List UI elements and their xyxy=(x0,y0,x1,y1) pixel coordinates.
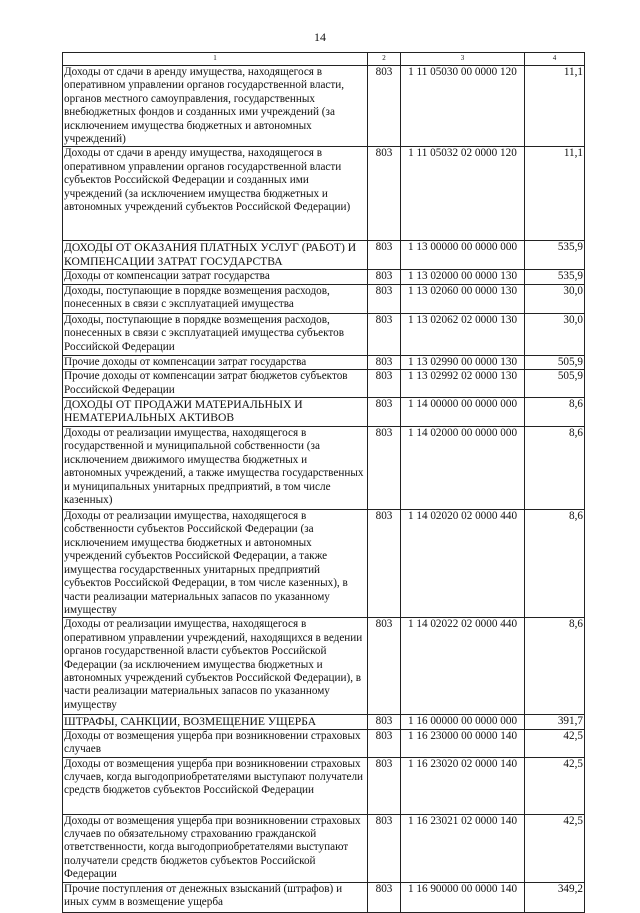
row-classification-code: 1 13 02990 00 0000 130 xyxy=(401,355,525,369)
row-admin-code: 803 xyxy=(368,757,401,814)
table-row xyxy=(63,66,585,147)
row-name: ШТРАФЫ, САНКЦИИ, ВОЗМЕЩЕНИЕ УЩЕРБА xyxy=(63,715,368,729)
row-name: Доходы от сдачи в аренду имущества, находящегося в оперативном управлении органов государственной власти субъектов Российской Федерации и созданных ими учреждений (за исключением имущества бюджетных и автономных учреждений субъектов Российской Федерации) xyxy=(63,147,368,241)
table-row xyxy=(63,270,585,284)
table-row xyxy=(63,618,585,715)
revenue-table xyxy=(62,52,585,913)
table-row xyxy=(63,313,585,355)
row-amount: 30,0 xyxy=(525,313,585,355)
table-row xyxy=(63,510,585,618)
row-admin-code: 803 xyxy=(368,270,401,284)
row-admin-code: 803 xyxy=(368,147,401,241)
row-classification-code: 1 16 23021 02 0000 140 xyxy=(401,814,525,882)
table-row xyxy=(63,241,585,270)
row-admin-code: 803 xyxy=(368,313,401,355)
row-admin-code: 803 xyxy=(368,427,401,510)
row-classification-code: 1 16 00000 00 0000 000 xyxy=(401,715,525,729)
table-row xyxy=(63,882,585,912)
row-amount: 42,5 xyxy=(525,757,585,814)
header-col-2: 2 xyxy=(368,53,401,66)
row-name: Доходы от реализации имущества, находящегося в оперативном управлении учреждений, находящихся в ведении органов государственной власти субъектов Российской Федерации (за исключением имущества бюджетных и автономных учреждений субъектов Российской Федерации), в части реализации материальных запасов по указанному имуществу xyxy=(63,618,368,715)
row-name: Прочие доходы от компенсации затрат бюджетов субъектов Российской Федерации xyxy=(63,370,368,398)
row-amount: 42,5 xyxy=(525,729,585,757)
row-admin-code: 803 xyxy=(368,284,401,313)
row-amount: 11,1 xyxy=(525,66,585,147)
header-col-3: 3 xyxy=(401,53,525,66)
row-amount: 535,9 xyxy=(525,241,585,270)
table-row xyxy=(63,355,585,369)
row-admin-code: 803 xyxy=(368,66,401,147)
row-admin-code: 803 xyxy=(368,510,401,618)
row-admin-code: 803 xyxy=(368,814,401,882)
row-classification-code: 1 13 02992 02 0000 130 xyxy=(401,370,525,398)
row-classification-code: 1 11 05032 02 0000 120 xyxy=(401,147,525,241)
table-row xyxy=(63,370,585,398)
table-row xyxy=(63,715,585,729)
table-row xyxy=(63,427,585,510)
row-admin-code: 803 xyxy=(368,729,401,757)
row-amount: 11,1 xyxy=(525,147,585,241)
row-admin-code: 803 xyxy=(368,241,401,270)
row-classification-code: 1 14 00000 00 0000 000 xyxy=(401,398,525,427)
row-name: Доходы от реализации имущества, находящегося в государственной и муниципальной собственности (за исключением движимого имущества бюджетных и автономных учреждений, а также имущества государственных и муниципальных унитарных предприятий, в том числе казенных) xyxy=(63,427,368,510)
row-amount: 30,0 xyxy=(525,284,585,313)
row-admin-code: 803 xyxy=(368,715,401,729)
row-name: Прочие поступления от денежных взысканий (штрафов) и иных сумм в возмещение ущерба xyxy=(63,882,368,912)
row-amount: 42,5 xyxy=(525,814,585,882)
row-amount: 8,6 xyxy=(525,618,585,715)
table-row xyxy=(63,284,585,313)
row-name: Доходы от реализации имущества, находящегося в собственности субъектов Российской Федерации (за исключением имущества бюджетных и автономных учреждений субъектов Российской Федерации, а также имущества государственных унитарных предприятий субъектов Российской Федерации, в том числе казенных), в части реализации материальных запасов по указанному имуществу xyxy=(63,510,368,618)
row-amount: 8,6 xyxy=(525,510,585,618)
row-admin-code: 803 xyxy=(368,398,401,427)
header-col-1: 1 xyxy=(63,53,368,66)
row-name: Доходы, поступающие в порядке возмещения расходов, понесенных в связи с эксплуатацией имущества субъектов Российской Федерации xyxy=(63,313,368,355)
row-classification-code: 1 13 02060 00 0000 130 xyxy=(401,284,525,313)
row-name: ДОХОДЫ ОТ ОКАЗАНИЯ ПЛАТНЫХ УСЛУГ (РАБОТ) И КОМПЕНСАЦИИ ЗАТРАТ ГОСУДАРСТВА xyxy=(63,241,368,270)
row-amount: 8,6 xyxy=(525,398,585,427)
row-classification-code: 1 11 05030 00 0000 120 xyxy=(401,66,525,147)
row-classification-code: 1 13 02000 00 0000 130 xyxy=(401,270,525,284)
row-classification-code: 1 13 00000 00 0000 000 xyxy=(401,241,525,270)
row-name: ДОХОДЫ ОТ ПРОДАЖИ МАТЕРИАЛЬНЫХ И НЕМАТЕРИАЛЬНЫХ АКТИВОВ xyxy=(63,398,368,427)
row-name: Доходы от компенсации затрат государства xyxy=(63,270,368,284)
table-row xyxy=(63,147,585,241)
header-col-4: 4 xyxy=(525,53,585,66)
table-row xyxy=(63,729,585,757)
row-amount: 8,6 xyxy=(525,427,585,510)
row-classification-code: 1 13 02062 02 0000 130 xyxy=(401,313,525,355)
row-amount: 535,9 xyxy=(525,270,585,284)
row-classification-code: 1 14 02000 00 0000 000 xyxy=(401,427,525,510)
row-name: Доходы от возмещения ущерба при возникновении страховых случаев по обязательному страхованию гражданской ответственности, когда выгодоприобретателями выступают получатели средств бюджетов субъектов Российской Федерации xyxy=(63,814,368,882)
row-admin-code: 803 xyxy=(368,370,401,398)
row-name: Доходы, поступающие в порядке возмещения расходов, понесенных в связи с эксплуатацией имущества xyxy=(63,284,368,313)
row-name: Доходы от возмещения ущерба при возникновении страховых случаев xyxy=(63,729,368,757)
table-row xyxy=(63,398,585,427)
row-amount: 349,2 xyxy=(525,882,585,912)
row-name: Доходы от возмещения ущерба при возникновении страховых случаев, когда выгодоприобретателями выступают получатели средств бюджетов субъектов Российской Федерации xyxy=(63,757,368,814)
table-body xyxy=(63,66,585,913)
row-name: Прочие доходы от компенсации затрат государства xyxy=(63,355,368,369)
table-row xyxy=(63,814,585,882)
row-amount: 391,7 xyxy=(525,715,585,729)
page-number: 14 xyxy=(314,30,326,44)
row-admin-code: 803 xyxy=(368,355,401,369)
table-row xyxy=(63,757,585,814)
row-amount: 505,9 xyxy=(525,355,585,369)
row-name: Доходы от сдачи в аренду имущества, находящегося в оперативном управлении органов государственной власти, органов местного самоуправления, государственных внебюджетных фондов и созданных ими учреждений (за исключением имущества бюджетных и автономных учреждений) xyxy=(63,66,368,147)
row-classification-code: 1 16 23000 00 0000 140 xyxy=(401,729,525,757)
row-admin-code: 803 xyxy=(368,618,401,715)
row-classification-code: 1 16 90000 00 0000 140 xyxy=(401,882,525,912)
header-row xyxy=(63,53,585,66)
row-classification-code: 1 14 02022 02 0000 440 xyxy=(401,618,525,715)
row-admin-code: 803 xyxy=(368,882,401,912)
row-classification-code: 1 16 23020 02 0000 140 xyxy=(401,757,525,814)
row-amount: 505,9 xyxy=(525,370,585,398)
row-classification-code: 1 14 02020 02 0000 440 xyxy=(401,510,525,618)
